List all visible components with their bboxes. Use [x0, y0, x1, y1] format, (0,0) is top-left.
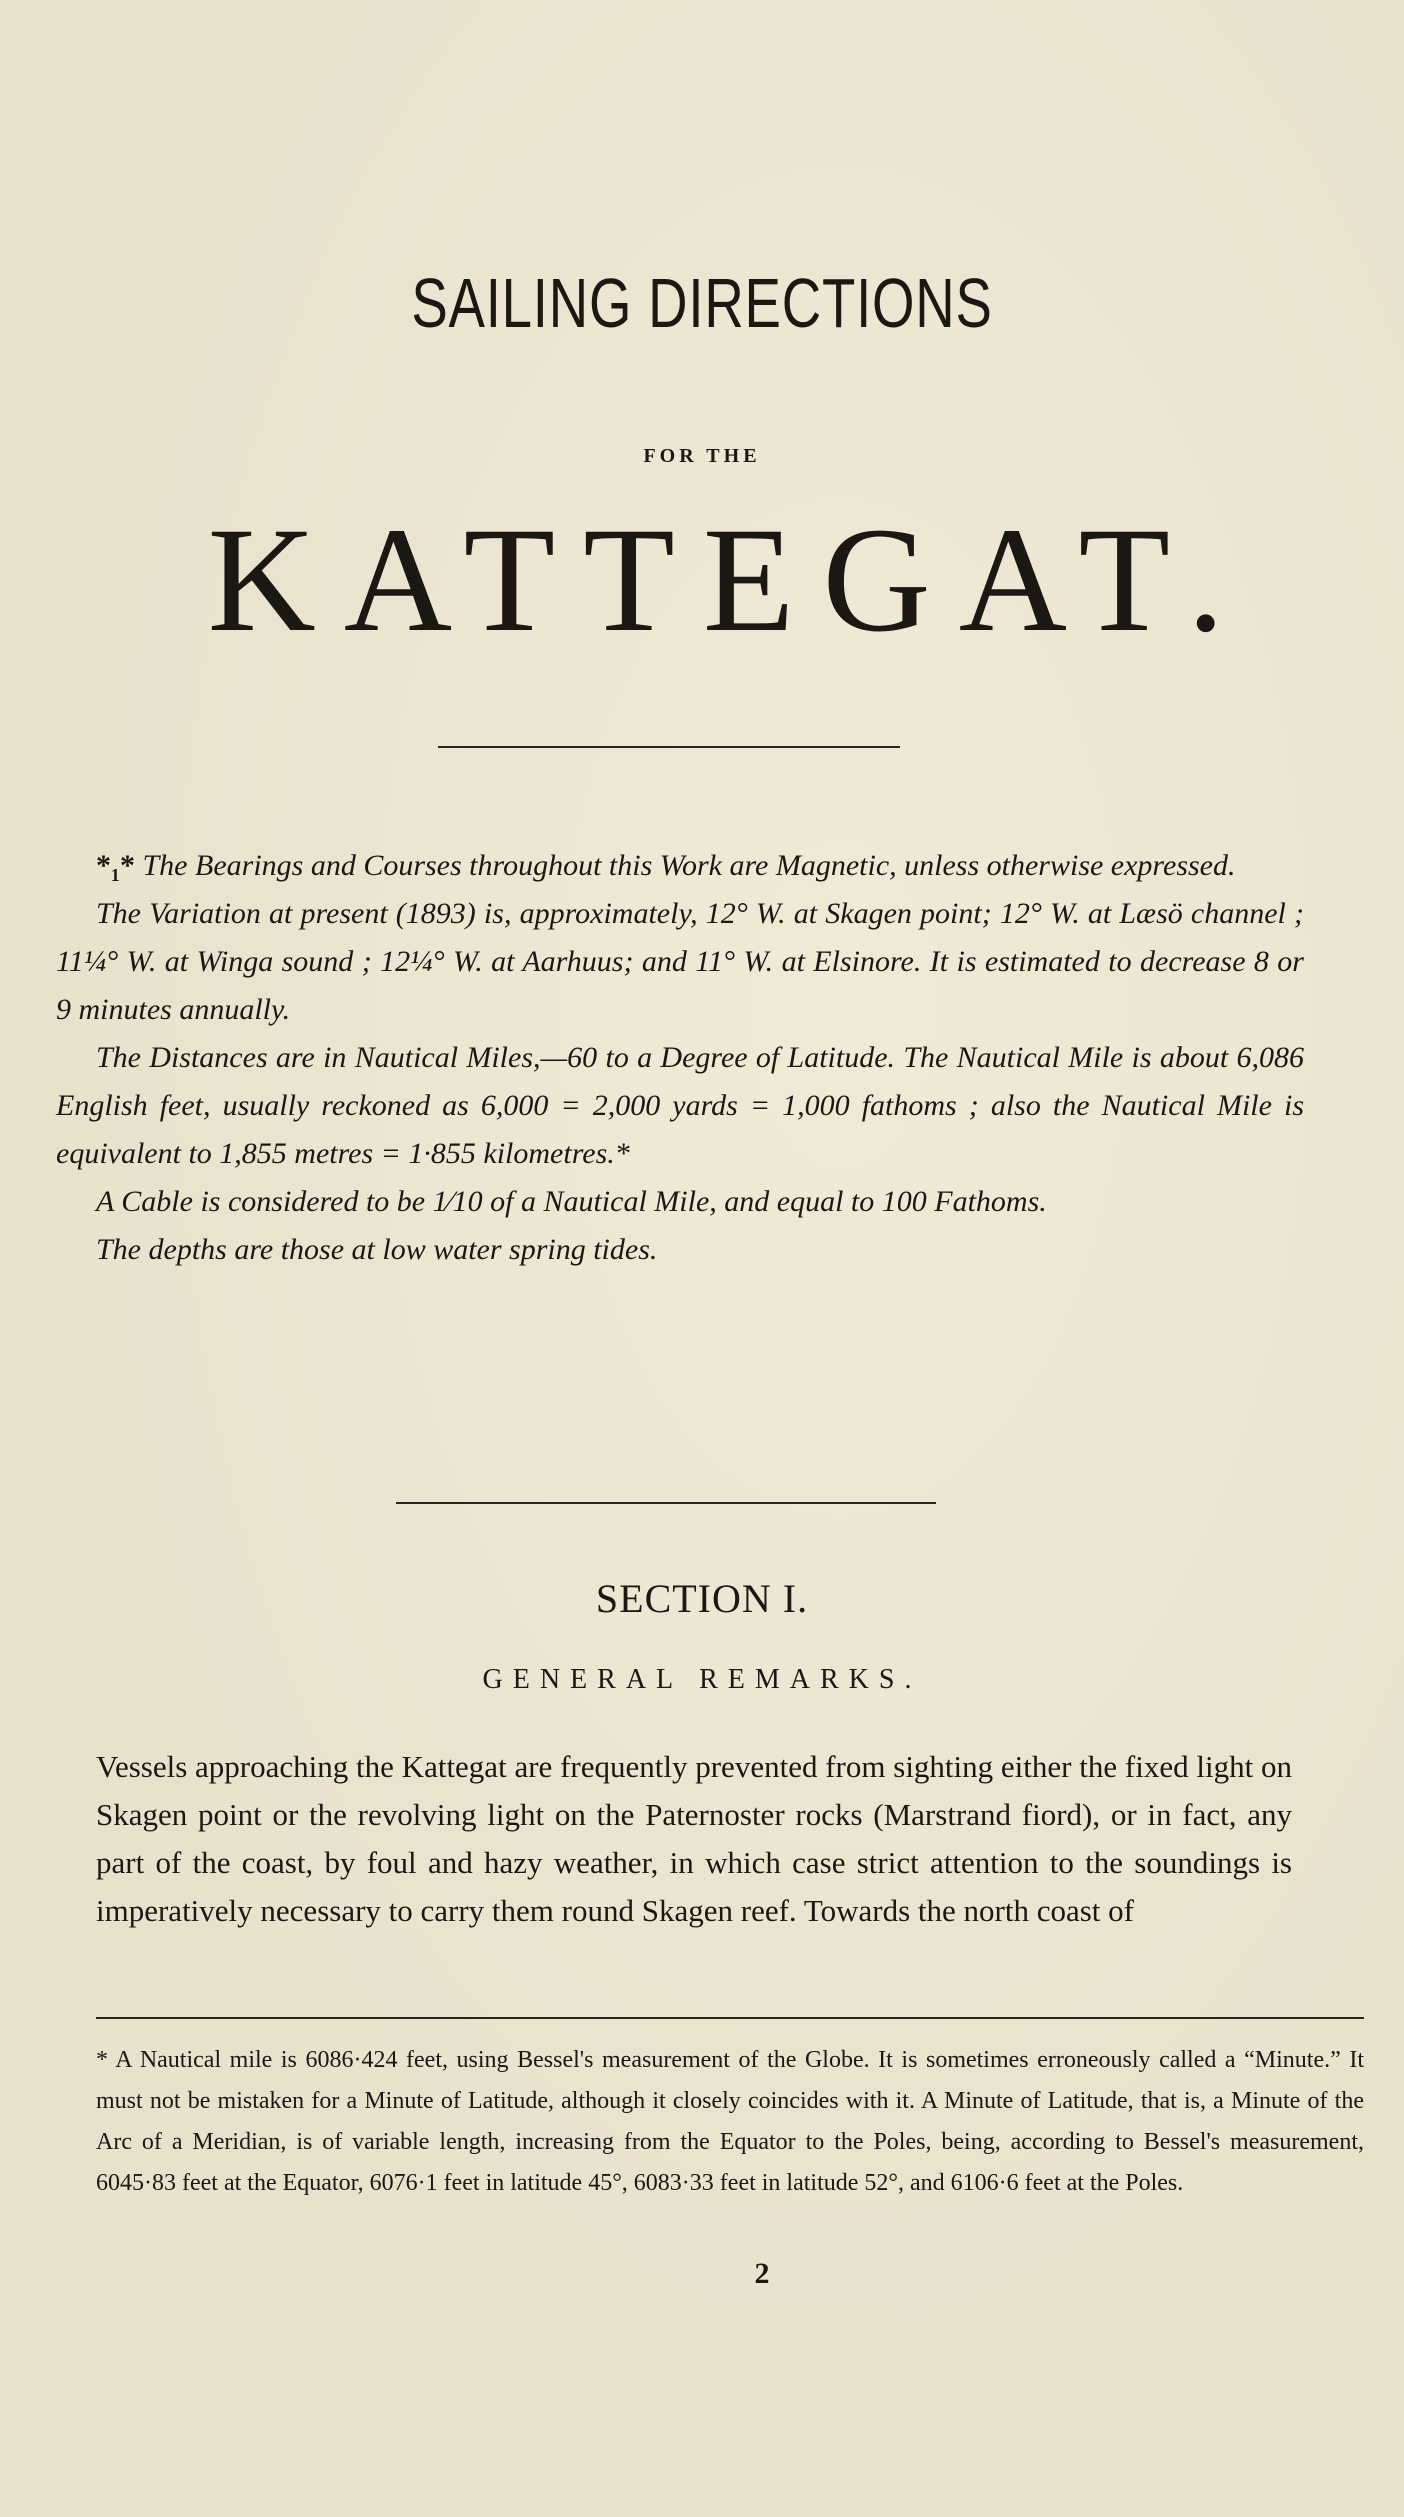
title-connector: FOR THE [643, 445, 761, 467]
title-divider [438, 746, 900, 748]
body-paragraph: Vessels approaching the Kattegat are frequently prevented from sighting either the fixed light on Skagen point or the revolving light on the Paternoster rocks (Marstrand fiord), or in fact, any part of the coast, by foul and hazy weather, in which case strict attention to the soundings is imperatively necessary to carry them round Skagen reef. Towards the north coast of [96, 1749, 1292, 1928]
section-heading: SECTION I. [595, 1576, 809, 1621]
depths-note: The depths are those at low water spring tides. [96, 1233, 658, 1266]
footnote-divider [96, 2017, 1364, 2019]
footnote: * A Nautical mile is 6086·424 feet, using Bessel's measurement of the Globe. It is sometimes erroneously called a “Minute.” It must not be mistaken for a Minute of Latitude, although it closely coincides with it. A Minute of Latitude, that is, a Minute of the Arc of a Meridian, is of variable length, increasing from the Equator to the Poles, being, according to Bessel's measurement, 6045·83 feet at the Equator, 6076·1 feet in latitude 45°, 6083·33 feet in latitude 52°, and 6106·6 feet at the Poles. [96, 2047, 1364, 2196]
bearings-note-text: The Bearings and Courses throughout this Work are Magnetic, unless otherwise expressed. [142, 849, 1236, 882]
variation-note: The Variation at present (1893) is, approximately, 12° W. at Skagen point; 12° W. at Læsö channel ; 11¼° W. at Winga sound ; 12¼° W. at Aarhuus; and 11° W. at Elsinore. It is estimated to decrease 8 or 9 minutes annually. [56, 897, 1304, 1026]
distances-note: The Distances are in Nautical Miles,—60 to a Degree of Latitude. The Nautical Mile is about 6,086 English feet, usually reckoned as 6,000 = 2,000 yards = 1,000 fathoms ; also the Nautical Mile is equivalent to 1,855 metres = 1·855 kilometres.* [56, 1041, 1304, 1170]
region-title: KATTEGAT. [207, 497, 1253, 663]
bearings-note [56, 842, 1304, 890]
section-divider [396, 1502, 936, 1504]
asterism-mark: *₁* [96, 849, 135, 882]
section-subheading: GENERAL REMARKS. [482, 1664, 922, 1695]
preliminary-notes [56, 842, 1304, 1274]
cable-note: A Cable is considered to be 1⁄10 of a Nautical Mile, and equal to 100 Fathoms. [96, 1185, 1047, 1218]
document-title: SAILING DIRECTIONS [411, 264, 993, 342]
page-number: 2 [754, 2257, 770, 2290]
